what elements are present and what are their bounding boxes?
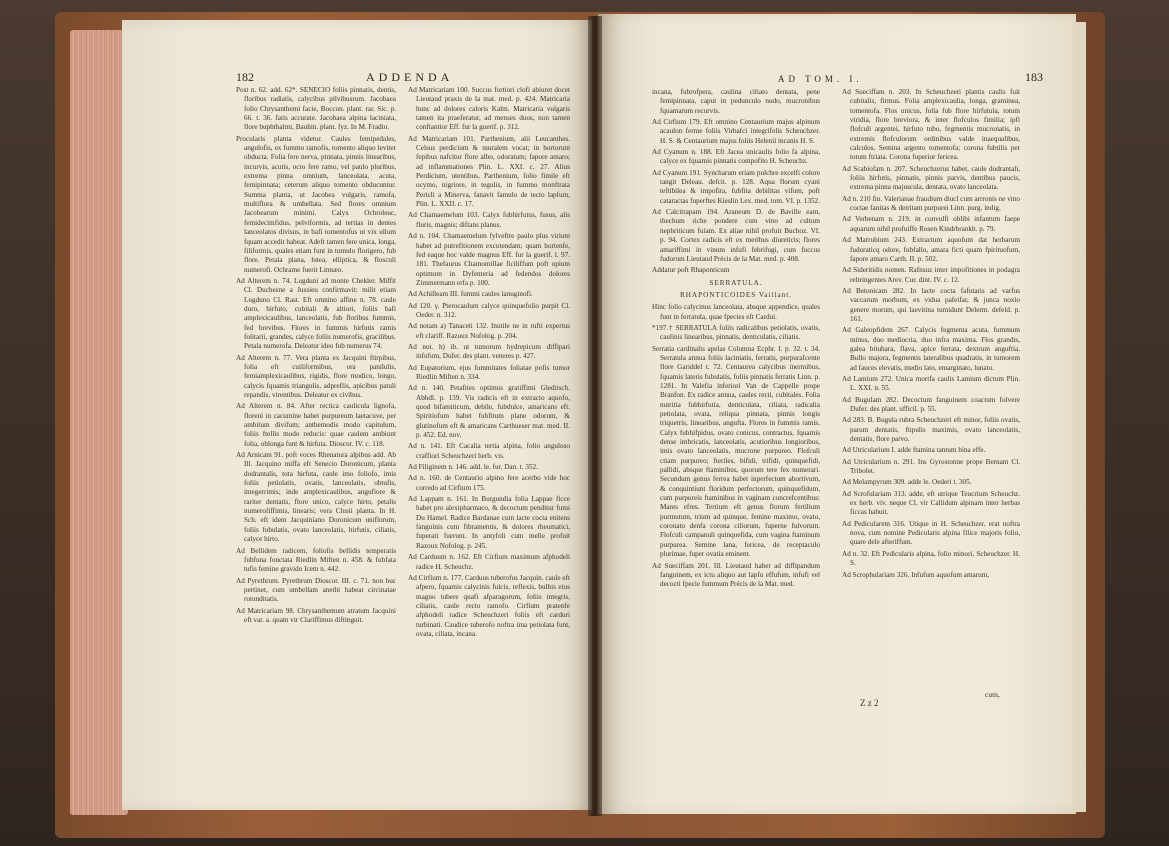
left-page-number: 182 <box>236 70 254 84</box>
left-page-column-1 <box>236 86 396 636</box>
entry: Ad Cyanum 191. Syncharum eriam pulchre excelfi colore tangit Deleau. defcit. p. 128. Aqua florum cyani teftibilea & impofita, fubfita debilitas vifum, poft cataractas fuperftes Kieslin Lex. med. tom. VI. p. 1352. <box>652 168 820 205</box>
entry: Ad 283. B. Bugula rubra Scheuchzeri eft minor, foliis ovatis, parum dentatis, ftipulis maximis, ovato lanceolatis, dentatis, flore parvo. <box>842 416 1020 444</box>
right-page-column-1 <box>652 88 820 783</box>
entry: Ad Matricariam 100. Succus fortiori clofi abiuret docet Lieutaud praxis de la mat. med. p. 424. Matricaria hunc ad dolores caloris Kalm. Matricaria vulgaris tamen ita praeferatur, ad menses duos, non tamen conftantior Eff. fur la guerif. p. 312. <box>408 86 570 132</box>
entry: Ad Achilleam III. fummi caules lanuginofi. <box>408 290 533 299</box>
entry: Ad Cirfium 179. Eft omnino Centaurium majus alpinum acaulon ferme foliis Virbafci integrifolis Scheuchzer. H. S. & Centaurium majus foliis Helenii incanis H. S. <box>652 118 820 145</box>
entry: Ad Utricularium n. 291. Ins Gyrostonne prope Bernam Cl. Tribolet. <box>842 457 1020 476</box>
entry: Ad Eupatorium, ejus fummitates foliatae pofis tumor Riedlin Miften n. 334. <box>408 363 570 381</box>
entry: Ad Lamium 272. Unica mortfa caulis Lamium dictum Plin. L. XXI. n. 55. <box>842 374 1020 393</box>
left-page-title: ADDENDA <box>366 70 454 84</box>
entry: Ad Verbenam n. 219. in convulfi oblibi infantum faepe aquarum nihil profuiffe Rosen Kindrbrankh. p. 79. <box>842 215 1020 233</box>
entry: Ad Sueciffam 201. Ill. Lieutaud habet ad diffipandum fanguinem, ex ictu aliquo aut lapfu effufum, infufi vel decocti fpecie fummum Précis de la Mat. med. <box>652 561 820 589</box>
entry: Ad n. 160. de Centaurio alpino fere acerbo vide hoc corredo ad Cirfium 175. <box>408 474 570 492</box>
entry: Ad Carduum n. 162. Eft Cirfium maximum afphodeli radice H. Scheuchz. <box>408 553 570 571</box>
entry: Hinc folio calycinus lanceolata, absque appendice, quales funt in ferratula, quae fpecies eft Cardui. <box>652 303 820 321</box>
entry: Ad Cyanum n. 188. Eft Jacea unicaulis folio fa alpina, calyce ex fquamis pinnatis compofito H. Scheuchz. <box>652 148 820 166</box>
entry: Ad Alterem n. 84. After rectica caulicula lignofa, floreni in cacumine habet purpureum laetacuve, per ambitum divifum; anthemodis modo capitulum, foliis ftellis modo reducis: quae caulem ambiunt folia, oblonga funt & hirfuta. Dioscor. IV. c. 118. <box>236 402 396 448</box>
entry: Ad Scrophulariam 326. Infufum aquofum amarum, <box>842 570 990 579</box>
entry: Ad notam a) Tanaceti 132. Inutile ne in rufti expertus eft clariff. Razoux Nofolog. p. 204. <box>408 322 570 340</box>
entry: Ad Matricariam 98. Chrysanthemum atratum Jacquini eft var. a. quam vir Clariffimus diftinguit. <box>236 606 396 624</box>
entry: Ad Bugulam 282. Decoctum fanguinem coactum folvere Dufer. des plant. ufficil. p. 55. <box>842 395 1020 413</box>
entry: Ad Lappam n. 161. In Burgundia folia Lappae ficce habet pro alexipharmaco, & decoctum penditur fumi Du Hamel. Radice Bardanae cum lacte cocta enitens fanguinis cum fibramentis, & dolores rheumatici, fuperati fuerunt. In antyfoli cum melle profuit Razoux Nofolog. p. 245. <box>408 495 570 550</box>
entry: Ad Sueciffam n. 203. In Scheuchzeri plantis caulis fuit cubitalis, firmus. Folia amplexicaulia, longa, graminea, tomentofa. Flos unicus, folia fub flore hirfutula, totum viridia, flore breviora, & inter flofculos fimilia; ipfi flofculi argentei, hirfuto tubo, fegmentis mucronatis, in extremis flofculorum ordinibus valde inaequalibus, calculos. Semina argento tomentofa; corona fubtilis per totum ftriata. Corona fuperior fericea. <box>842 88 1020 162</box>
section-subheading: RHAPONTICOIDES Vaillant. <box>679 290 793 299</box>
signature-mark: Z z 2 <box>860 698 879 708</box>
entry: Ad n. 141. Eft Cacalia tertia alpina, folio anguloso craffiori Scheuchzeri herb. vis. <box>408 442 570 460</box>
entry: Ad Bellidem radicem, foliofis bellidis temperatis fubfuna fonctata Riedlin Miften n. 458. & fubfata tufis femine gravido Icem n. 442. <box>236 546 396 574</box>
catchword: cum, <box>985 690 1000 699</box>
book-gutter <box>588 16 602 816</box>
entry: Ad Melampyrum 309. adde le. Oederi t. 305. <box>842 478 972 487</box>
entry: Ad n. 210 fin. Valerianae fraudium diucl cum arrronis ne vino coctae fanitas & detritam purpurei Linn. purg. indig. <box>842 194 1020 213</box>
entry: Ad Betonicam 282. In lacte cocta fafutaris ad varfus vaccarum morbum, ex vidua pafeifar, & junca noxio genere morum, qui laevitina tumidunt Delerm. defeld. p. 161. <box>842 286 1020 323</box>
entry: Addatur poft Rhaponticum <box>652 266 730 275</box>
right-page-title: AD TOM. I. <box>778 74 863 84</box>
entry: Ad Pedicularem 316. Utique in H. Scheuchzer. erat noftra nova, cum nomine Pedicularis alpina filice majoris folio, quare dele afteriffum. <box>842 519 1020 547</box>
entry: Ad Filiginem n. 146. add. le. fur. Dan. t. 352. <box>408 463 538 472</box>
entry: incana, fubrofpera, caulina ciliato dentata, pene femipinnata, caput in pedunculo nudo, mucronibus fquamarum recurvis. <box>652 88 820 115</box>
left-page-column-2 <box>408 86 570 796</box>
right-page-number: 183 <box>1025 70 1043 84</box>
entry: Post n. 62. add. 62*. SENECIO foliis pinnatis, dentis, floribus radiatis, calycibus pilvibusrum. Jacobaea folio Chrysanthemi facie, Boccon. plant. rar. Sic. p. 66. t. 36. fatis accurate. Jacobaea alpina laciniata, flore buphthalmi, Bauhin. plant. fyz. In M. Fradio. <box>236 86 396 132</box>
page-edges-left <box>70 30 128 815</box>
page-edges-right <box>1072 22 1086 812</box>
entry: Ad Galeopfidem 267. Calycis fegmenta acuta, fummum minus, duo mediocria, duo infra maxima. Flos grandis, galea bituhara, flava, apice ferrata, dextrum anguftia. Bullo majora, fegmentis lateralibus quadratis, in tumorem ad fauces elevatis, medio lato, emarginato, lunato. <box>842 326 1020 372</box>
entry: Ad Chamaemelum 103. Calyx fubhirfutus, fusus, alis fluris, magnis; diftans planus. <box>408 211 570 229</box>
entry: Ad 120. γ. Pterocaulum calyce quinquefolio purpit Cl. Oeder. n. 312. <box>408 301 570 319</box>
entry: *197.† SERRATULA foliis radicalibus petiolatis, ovatis, caulinis linearibus, pinnatis, denticulatis, ciliatis. <box>652 323 820 342</box>
entry: Ad n. 140. Petafites optimus gratiffimi Gleditsch. Abhdl. p. 139. Vis radicis eft in extracto aquofo, quod bifamiticum, debile, fubdulce, amaricans eft. Spiritiofum habet fubfitum plane odorum, & glutinofum eft & amaricans Carthueser mat. med. II. p. 452. Ed. nov. <box>408 384 570 440</box>
right-page-column-2 <box>842 88 1020 693</box>
entry: Ad Pyrethrum. Pyrethrum Dioscor. III. c. 71. non huc pertinet, cum umbellam anethi habeat circinatae rotunditatis. <box>236 576 396 604</box>
entry: Ad Scrofulariam 313. adde, eft utrique Teucrium Scheuchz. ex herb. viv. neque Cl. vir Callidum alpinam inter herbas ficcas habuit. <box>842 489 1020 517</box>
entry: Procularis planta videtur. Caules femipedales, angulofis, ex fummo ramofis, tomento aliquo leviter obducta. Folia fere nerva, pinnata, pinnis linearibus, incurvis, acutis, ocro fere ramo, vel paulo pluribus, extrema pinna omnium, lanceolata, acuta, femipinnata; ceterum aliquo tomento obducuntur. Summa planta, ut Jacobea vulgaris, ramofa, multiflora & umbellata. Sed flores omnium Jacobearum minimi. Calyx Ochroleuc, femidecimfidus, pelviformis, ad tertias in dentes lanceolatos divisus, in bafi tomentofus ut vix ullum fquam accedit habeat. Adeft tamen fere unica, longa, filiformis, quales etiam funt in tumulo florigero, fub flore. Petala plana, lutea, elliptica, & flosculi numerofi. Ochrame fuerit Linnæo. <box>236 134 396 274</box>
entry: Ad Utricularium I. adde ftamina tantum bina effe. <box>842 446 986 455</box>
entry: Ad Scabiofam n. 207. Scheuchzerus habet, caule dodrantali, foliis hirfutis, pinnatis, pinnis parvis, dentibus paucis, extrema pinna majuscula, dentata, ovato lanceolata. <box>842 164 1020 192</box>
entry: Ad Alterem n. 77. Vera planta ex Jacquini ftirpibus, folia eft cuiliformibus, ora panilulis, femiamplexicaulibus, rigidis, flore modico, longo, calycis fquamis triangulis, adpreflis, apicibus patuli repandis, virentibus. Deleatur ex civibus. <box>236 353 396 399</box>
entry: Ad Sideritidis nomen. Rafnsuz inter impofitiones in podagra reltringentes Arev. Cur. dint. IV. c. 12. <box>842 266 1020 284</box>
entry: Ad not. h) ib. ut tumorum hydrepicum diffipari infufum, Dufer. des plant. veneres p. 427. <box>408 342 570 361</box>
entry: Ad Arnicam 91. poft voces Rhenatura alpibus add. Ab Ill. Jacquino miffa eft Senecio Doronicum, planta dodrantalis, tota hirfuta, caule imo foliofo, imis foliis petiolatis, ovatis, lanceolatis, obtufis, integerrimis; inde amplexicaulibus, angufiore & rariter dentatis, flore unico, calyce hirto, petalis numerofiffimis, linearis; vera Clusii planta. In H. Sch. eft idem Jacquiniano Doronicum uniflorum, foliis fubulatis, ovato lanceolatis, hirfutis, ciliatis, calyce hirto. <box>236 451 396 544</box>
entry: Ad Matricariam 101. Parthenium, alii Leucanthes. Celsus perdicium & muralem vocat; in hortorum fepibus nafcitur flore albo, odoratum; fapore amaro; ad inflammationes Plin. L. XXI. c. 27. Alius Perdicium, utentibus, Parthenium, folio fimile eft ocymo, nigriore, in tegulis, in fummo monftrata Pericli a Minerva, fanavit famulo de tecto lapfum, Plin. L. XXII. c. 17. <box>408 134 570 209</box>
entry: Ad Calcitrapam 194. Araneum D. de Baville eam, thechum riche pondere cum vino ad cultum nephriticum fuiam. Ex aliae nihil profuit Buchoz. VI. p. 94. Cortex radicis eft ex meribus diureticis; flores amariffimi in vinum infufi febrifugi, cum fuccus fudorum Lieutaud Précis de la Mat. med. p. 408. <box>652 208 820 263</box>
entry: Ad Marrubium 243. Extractum aquofum dat herbarum fudoraticq odore, fubfallo, amara ficti quam fpirituofum, fapore amaro Carth. II. p. 502. <box>842 236 1020 263</box>
entry: Ad Cirfium n. 177. Carduus tuberofus Jacquin. caule eft afpero, fquamis calycinis fulcis, reflexis, bulbis eius magno tubere quafi afparagorum, foliis integris, ciliatis, caule recto ramofo. Cirfium pratenfe afphodeli radice Scheuchzeri foliis eft carduri turbinati. Caudice tuberofo noftra ima petiolata funt, ovata, ciliata, incana. <box>408 573 570 638</box>
entry: Serratia cardinalis apelas Columna Ecphr. I. p. 32. t. 34. Serratula annua foliis laciniatis, ferratis, purpurafcente flore Gariddel t. 72. Centaurea calycibus inermibus, fquamis lateris fubulatis, foliis pinnatis ferratis Linn. p. 1281. In Valefia inferiori Van de Cappelle prope Branfon. Ex radice annua, caules recti, cubitales. Folia nutritia fubhirfutia, denticulata, ciliata, radicalia petiolata, ovata, reliqua pinnata, pinnis longis triquetris, linearibus, angufta. Flores in fummis ramis. Calyx fubhifpidus, ovato conicus, contractus, fquamis dense imbricatis, lanceolatis, acutioribus longioribus, imis ovato lanceolatis, mucrone purpureo. Flofculi ctiam purpureo; fteriles, bifidi, trifidi, quinquefidi, pallidi, absque ftaminibus, quorum tere fex numerari. Secundum genus ferrea habet inperfectum abortivum, & conquintiunt floridum perfectorum, quinquefidum, cum purpureis ftaminibus in vaginam concrefcentibus: Mares efres. Tertium eft genus florum fertilium purmutum, trium ad quinque, femine maximo, ovato, coronato denfa corona ciliorum, fuperne fulvorum. Flofculi campanuli quinquefida, cum vagina ftaminum purpurea. Semine lana, fericea, de receptaculo plurimae, fuper ovatia eminent. <box>652 344 820 559</box>
entry: Ad n. 32. Eft Pedicularis alpina, folio minori, Scheuchzer. H. S. <box>842 549 1020 568</box>
entry: Ad n. 104. Chamaemelum fylveftre paulo plus virium habet ad putrefitionem excutendam; quam hortenfe, fed eaque hoc valde magnus Eff. fur la guerif. l. 97. 181. Thefaurus Chamomillae ficiliffum poft opium optimum in Dyfenteria ad fedendos dolores Zimmermann erfa p. 100. <box>408 232 570 287</box>
section-heading: SERRATULA. <box>709 278 763 287</box>
entry: Ad Alterem n. 74. Lugduni ad monte Chekler. Miffit Cl. Duchesne a Jussieu confirmavit: milit etiam Lugduno Cl. Rast. Eft omnino affine n. 78. caule duro, hirfuto, cubitali & altiori, foliis bafi amplexicaulibus, lanceolatis, fub floribus fummis, fed brevibus. Flores in fummis hirfutis ramis folitarii, grandes, calyce foliis numerofis, gracilibus. Petala numerofa. Deleatur ideo fub numerus 74. <box>236 276 396 351</box>
